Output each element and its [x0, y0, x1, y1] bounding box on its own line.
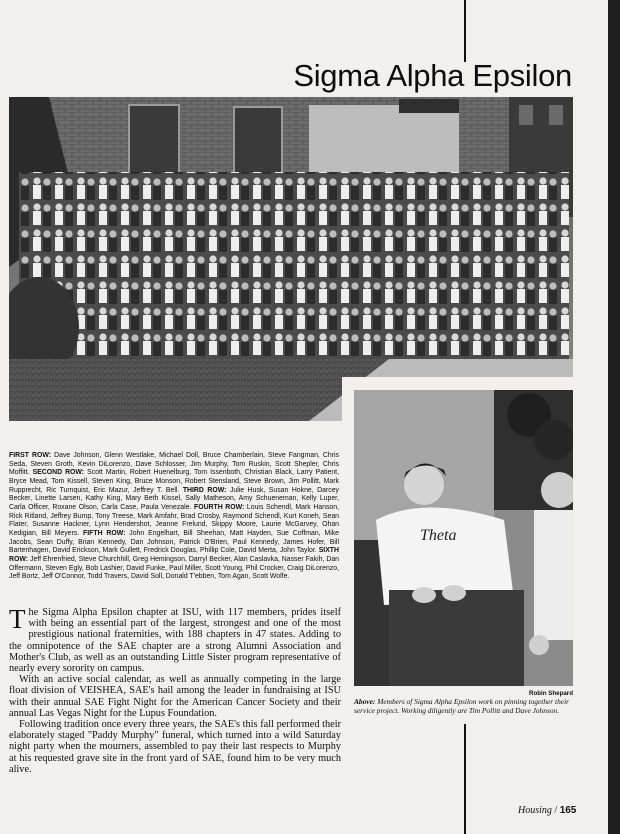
page-footer: [518, 805, 576, 816]
page-title: Sigma Alpha Epsilon: [293, 58, 572, 93]
row-names: John Engelhart, Bill Sheehan, Matt Hayden, Sue Coffman, Mike Jacobs, Sean Duffy, Brian Kennedy, Dan Johnson, Patrick O'Brien, Paul Kennedy, James Hofer, Bill Bartenhagen, David Erickson, Mark Gullett, Fredrick Douglas, Phillip Cole, David Merta, John Taylor.: [9, 529, 339, 555]
row-label: FIRST ROW:: [9, 452, 52, 459]
group-photo: [9, 97, 573, 421]
row-label: FIFTH ROW:: [83, 529, 126, 537]
caption-text: Members of Sigma Alpha Epsilon work on pinning together their service project. Working diligently are Tim Pollitt and Dave Johnson.: [354, 697, 569, 715]
article-paragraph: Following tradition once every three years, the SAE's this fall performed their elaborately staged "Paddy Murphy" funeral, which turned into a wild Saturday night party when the mourners, assembled to pay their last respects to Murphy at his requested grave site in the front yard of SAE, found him to be very much alive.: [9, 719, 341, 775]
page-number: 165: [559, 805, 577, 816]
inset-photo: [354, 390, 573, 686]
footer-separator: /: [551, 805, 560, 816]
article-paragraph: [9, 604, 341, 675]
row-names: Louis Schendl, Mark Hanson, Rick Ritland, Jeffrey Bump, Tony Treese, Mark Amfahr, Brad Crosby, Raymond Schendl, Kurt Koneh, Sean Flater, Susanne Hackner, Lynn Hendershot, Jeanne Frelund, Skippy Moore, Laurie McGarvey, Ohan Kedigian, Bill Meyers.: [9, 503, 339, 537]
row-label: FOURTH ROW:: [194, 503, 245, 511]
row-names: Scott Martin, Robert Huenelburg, Tom Issenboth, Christian Black, Larry Patient, Bryce Mead, Tom Kissell, Steven King, Bruce Monson, Robert Stensland, Steve Brown, Jim Pollitt, Mark Rupprecht, Ric Turnquist, Eric Mazur, Jeffrey T. Bell.: [9, 469, 339, 494]
article-body: [9, 604, 341, 775]
article-paragraph-text: he Sigma Alpha Epsilon chapter at ISU, with 117 members, prides itself with being an essential part of the largest, strongest and one of the most prestigious national fraternities, with 188 chapters in 47 states. Adding to the omnipotence of the SAE chapter are a strong Alumni Association and Mother's Club, as well as an outstanding Little Sister program representative of nearly every sorority on campus.: [9, 607, 341, 675]
row-names: Dave Johnson, Glenn Westlake, Michael Doll, Bruce Chamberlain, Steve Fangman, Chris Seda, Steven Groth, Kevin DiLorenzo, Dave Schlosser, Jim Murphy, Tom Ruskin, Scott Shepler, Chris Moffitt.: [9, 452, 339, 477]
top-vertical-rule: [464, 0, 466, 62]
inset-photo-image: [354, 390, 573, 686]
inset-caption: [354, 698, 570, 715]
caption-label: Above:: [354, 697, 376, 706]
group-photo-image: [9, 97, 573, 421]
row-label: SIXTH ROW:: [9, 547, 339, 563]
photo-credit: Robin Shepard: [528, 690, 573, 697]
member-names-list: [9, 452, 339, 582]
row-names: Jeff Ehrenfried, Steve Churchhill, Greg Hemingson, Darryl Becker, Alan Caslavka, Nasser Fakih, Dan Offermann, Steven Egly, Bob Lashier, David Funke, Paul Miller, Scott Young, Phil Crocker, Craig DiLorenzo, Jeff Bortz, Jeff O'Connor, Todd Travers, David Soll, Donald T'ebben, Tom Agan, Scott Wolfe.: [9, 555, 339, 581]
row-label: SECOND ROW:: [32, 469, 85, 477]
bottom-vertical-rule: [464, 724, 466, 834]
row-label: THIRD ROW:: [182, 486, 227, 494]
drop-cap: T: [9, 604, 26, 634]
row-names: Julie Husk, Susan Hokne, Darcey Becker, Linette Larsen, Kathy King, Mary Beth Kissel, Sally Matheson, Amy Schueneman, Kelly Luper, Carla Officer, Roxane Olson, Carla Case, Paula Venezale.: [9, 486, 340, 511]
shirt-lettering: Theta: [420, 527, 457, 544]
article-paragraph: With an active social calendar, as well as annually competing in the large float division of VEISHEA, SAE's hail among the leader in fundraising at ISU with their annual SAE Fight Night for the American Cancer Society and their annual Las Vegas Night for the Lupus Foundation.: [9, 674, 341, 719]
footer-section: Housing: [518, 805, 552, 816]
